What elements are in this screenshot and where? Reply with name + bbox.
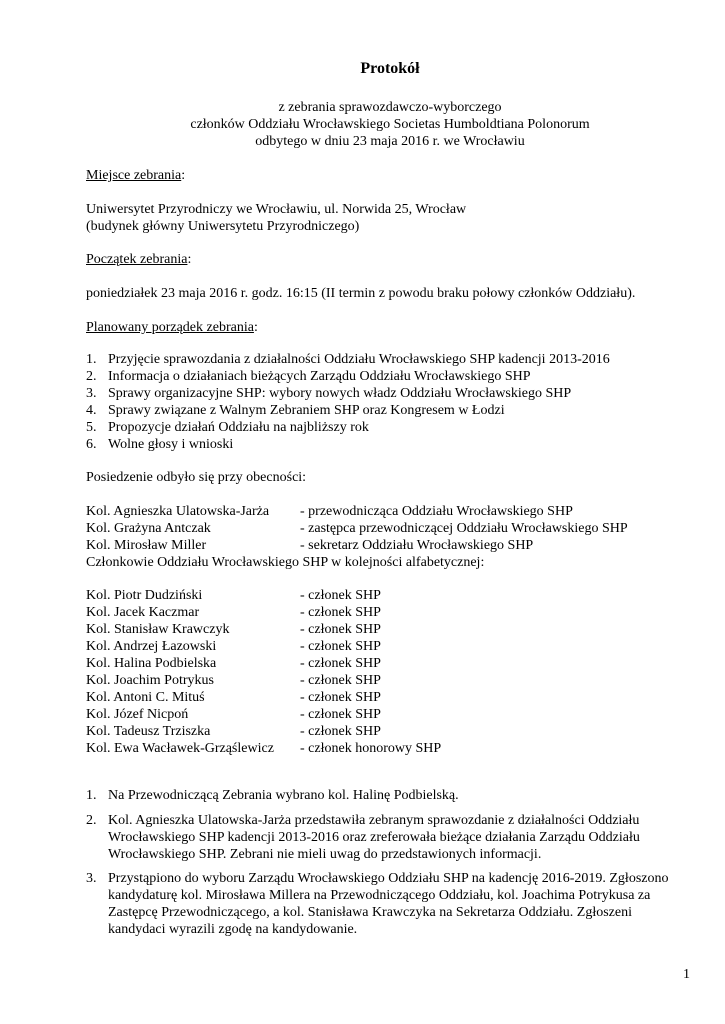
place-address <box>86 201 686 235</box>
member-row: Kol. Jacek Kaczmar - członek SHP <box>86 605 381 620</box>
member-row: Kol. Halina Podbielska - członek SHP <box>86 656 381 671</box>
agenda-item: 3. Sprawy organizacyjne SHP: wybory nowych władz Oddziału Wrocławskiego SHP <box>86 386 572 401</box>
place-label: Miejsce zebrania <box>86 168 182 183</box>
proceeding-item-1: 1. Na Przewodniczącą Zebrania wybrano kol. Halinę Podbielską. <box>86 788 459 803</box>
agenda-label: Planowany porządek zebrania <box>86 320 254 335</box>
agenda-item: 6. Wolne głosy i wnioski <box>86 437 234 452</box>
agenda-section: Planowany porządek zebrania: <box>86 320 258 335</box>
board-row: Kol. Grażyna Antczak - zastępca przewodniczącej Oddziału Wrocławskiego SHP <box>86 521 628 536</box>
members-intro: Członkowie Oddziału Wrocławskiego SHP w kolejności alfabetycznej: <box>86 555 485 570</box>
member-row: Kol. Tadeusz Trziszka - członek SHP <box>86 724 381 739</box>
subtitle-line: z zebrania sprawozdawczo-wyborczego <box>278 100 502 115</box>
place-line: Uniwersytet Przyrodniczy we Wrocławiu, ul. Norwida 25, Wrocław <box>86 202 467 217</box>
agenda-item: 1. Przyjęcie sprawozdania z działalności Oddziału Wrocławskiego SHP kadencji 2013-2016 <box>86 352 610 367</box>
start-text-block <box>86 285 686 302</box>
agenda-list <box>86 351 686 453</box>
document-subtitle <box>0 99 725 150</box>
board-list <box>86 503 686 571</box>
attendance-intro-block <box>86 469 686 486</box>
member-row: Kol. Andrzej Łazowski - członek SHP <box>86 639 381 654</box>
member-row: Kol. Piotr Dudziński - członek SHP <box>86 588 381 603</box>
document-title: Protokół <box>360 60 420 77</box>
start-section: Początek zebrania: <box>86 252 192 267</box>
start-text: poniedziałek 23 maja 2016 r. godz. 16:15 (II termin z powodu braku połowy członków Oddziału). <box>86 286 636 301</box>
member-row: Kol. Ewa Wacławek-Grząślewicz - członek honorowy SHP <box>86 741 442 756</box>
board-row: Kol. Agnieszka Ulatowska-Jarża - przewodnicząca Oddziału Wrocławskiego SHP <box>86 504 573 519</box>
agenda-item: 4. Sprawy związane z Walnym Zebraniem SHP oraz Kongresem w Łodzi <box>86 403 505 418</box>
agenda-item: 2. Informacja o działaniach bieżących Zarządu Oddziału Wrocławskiego SHP <box>86 369 531 384</box>
agenda-item: 5. Propozycje działań Oddziału na najbliższy rok <box>86 420 369 435</box>
member-row: Kol. Stanisław Krawczyk - członek SHP <box>86 622 381 637</box>
attendance-intro: Posiedzenie odbyło się przy obecności: <box>86 470 307 485</box>
subtitle-line: odbytego w dniu 23 maja 2016 r. we Wrocławiu <box>255 134 525 149</box>
subtitle-line: członków Oddziału Wrocławskiego Societas Humboldtiana Polonorum <box>190 117 590 132</box>
place-section: Miejsce zebrania: <box>86 168 186 183</box>
proceeding-item-3: 3. Przystąpiono do wyboru Zarządu Wrocławskiego Oddziału SHP na kadencję 2016-2019. Zgłoszono kandydaturę kol. Mirosława Millera na Przewodniczącego Oddziału, kol. Joachima Potrykusa za Zastępcę Przewodniczącego, a kol. Stanisława Krawczyka na Sekretarza Oddziału. Zgłoszeni kandydaci wyrazili zgodę na kandydowanie. <box>86 871 669 937</box>
page-number: 1 <box>683 967 690 982</box>
member-row: Kol. Antoni C. Mituś - członek SHP <box>86 690 381 705</box>
member-row: Kol. Joachim Potrykus - członek SHP <box>86 673 381 688</box>
members-list <box>86 587 686 757</box>
proceeding-item-2: 2. Kol. Agnieszka Ulatowska-Jarża przedstawiła zebranym sprawozdanie z działalności Oddziału Wrocławskiego SHP kadencji 2013-2016 oraz zreferowała bieżące działania Zarządu Oddziału Wrocławskiego SHP. Zebrani nie mieli uwag do przedstawionych informacji. <box>86 813 640 862</box>
start-label: Początek zebrania <box>86 252 188 267</box>
place-line: (budynek główny Uniwersytetu Przyrodniczego) <box>86 219 360 234</box>
member-row: Kol. Józef Nicpoń - członek SHP <box>86 707 381 722</box>
board-row: Kol. Mirosław Miller - sekretarz Oddziału Wrocławskiego SHP <box>86 538 534 553</box>
